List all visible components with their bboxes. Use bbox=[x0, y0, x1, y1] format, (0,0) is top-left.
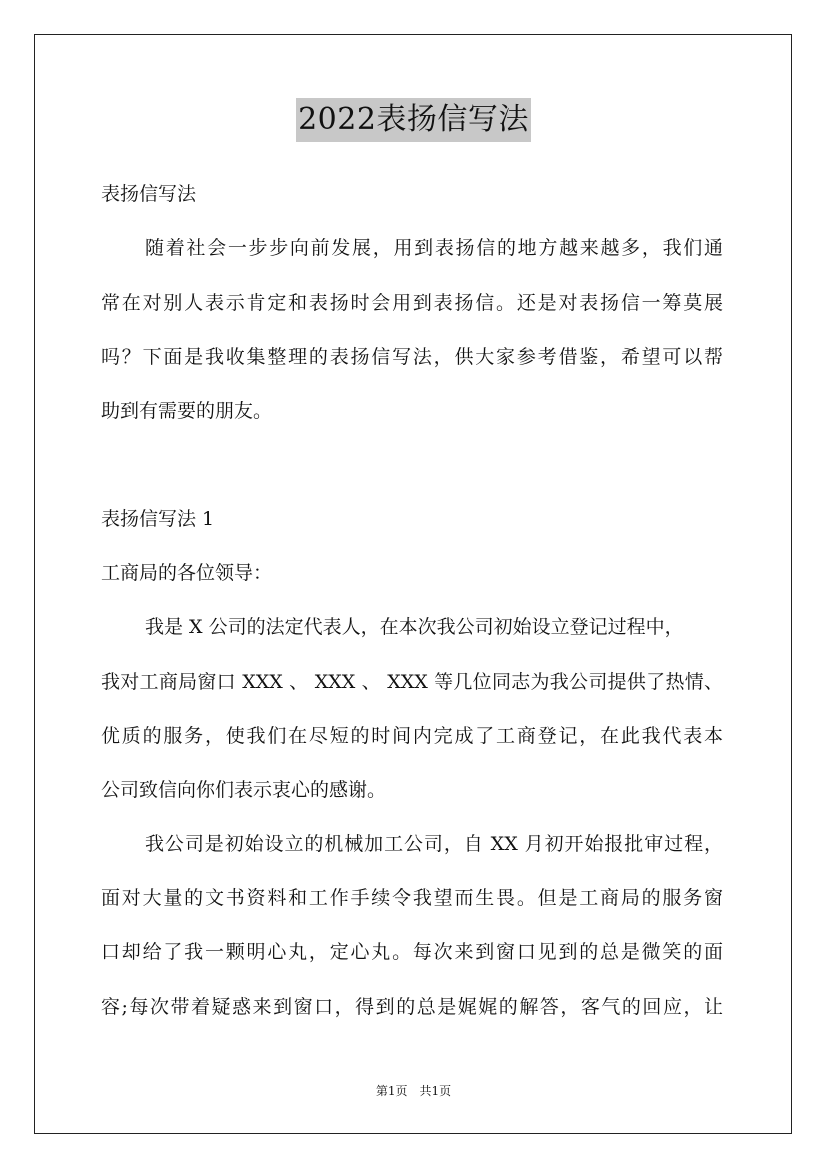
para2-line-3: 口却给了我一颗明心丸，定心丸。每次来到窗口见到的总是微笑的面 bbox=[101, 941, 723, 963]
section-heading: 表扬信写法 bbox=[101, 183, 197, 205]
para2-line-4: 容;每次带着疑惑来到窗口，得到的总是娓娓的解答，客气的回应，让 bbox=[101, 996, 723, 1018]
para2-line-1: 我公司是初始设立的机械加工公司，自 XX 月初开始报批审过程， bbox=[145, 833, 723, 855]
document-title: 2022表扬信写法 bbox=[296, 98, 531, 142]
intro-line-4: 助到有需要的朋友。 bbox=[101, 400, 273, 422]
para1-line-1: 我是 X 公司的法定代表人，在本次我公司初始设立登记过程中， bbox=[145, 616, 684, 638]
para1-line-2: 我对工商局窗口 XXX 、 XXX 、 XXX 等几位同志为我公司提供了热情、 bbox=[101, 671, 723, 693]
salutation: 工商局的各位领导： bbox=[101, 562, 273, 584]
para1-line-4: 公司致信向你们表示衷心的感谢。 bbox=[101, 779, 387, 801]
page-footer: 第1页 共1页 bbox=[375, 1084, 452, 1098]
intro-line-3: 吗？下面是我收集整理的表扬信写法，供大家参考借鉴，希望可以帮 bbox=[101, 346, 723, 368]
intro-line-2: 常在对别人表示肯定和表扬时会用到表扬信。还是对表扬信一筹莫展 bbox=[101, 292, 723, 314]
section-heading-1: 表扬信写法 1 bbox=[101, 508, 215, 530]
title-container bbox=[0, 98, 827, 142]
para1-line-3: 优质的服务，使我们在尽短的时间内完成了工商登记，在此我代表本 bbox=[101, 725, 723, 747]
intro-line-1: 随着社会一步步向前发展，用到表扬信的地方越来越多，我们通 bbox=[145, 237, 723, 259]
para2-line-2: 面对大量的文书资料和工作手续令我望而生畏。但是工商局的服务窗 bbox=[101, 887, 723, 909]
